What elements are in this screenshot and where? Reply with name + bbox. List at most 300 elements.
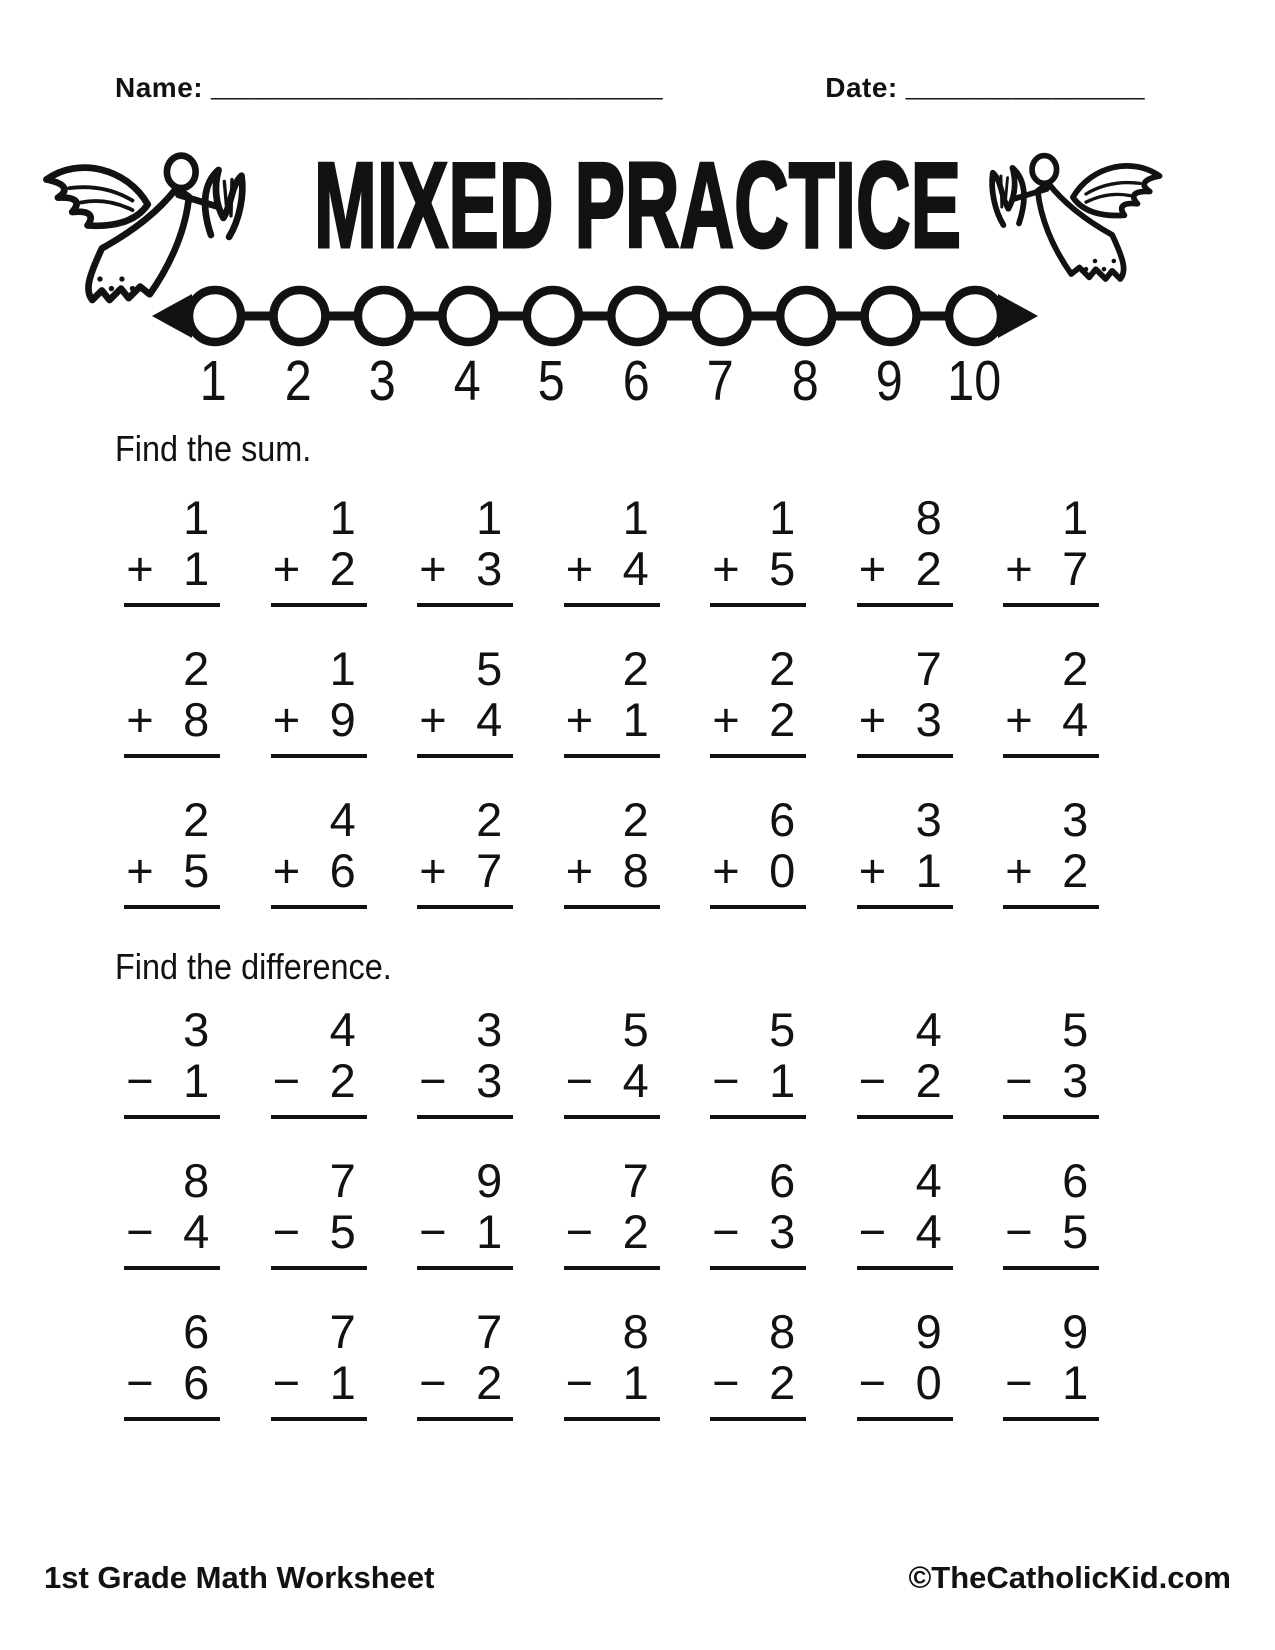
answer-line <box>710 905 806 909</box>
bottom-operand: 7 <box>476 844 503 897</box>
difference-problem <box>978 1306 1125 1421</box>
addition-grid <box>99 492 1179 945</box>
bottom-row <box>1003 694 1099 745</box>
difference-problem <box>246 1306 393 1421</box>
bottom-operand: 1 <box>915 844 942 897</box>
answer-line <box>124 1266 220 1270</box>
plus-operator: + <box>712 844 740 897</box>
answer-line <box>710 1115 806 1119</box>
plus-operator: + <box>126 693 154 746</box>
difference-problem <box>832 1004 979 1119</box>
sum-problem <box>99 794 246 909</box>
difference-instruction: Find the difference. <box>115 946 392 987</box>
answer-line <box>857 1266 953 1270</box>
top-operand: 7 <box>915 642 942 695</box>
top-operand: 8 <box>183 1154 210 1207</box>
plus-operator: + <box>1005 542 1033 595</box>
answer-line <box>710 1417 806 1421</box>
problem-body <box>857 1155 953 1270</box>
bottom-operand: 0 <box>769 844 796 897</box>
bottom-row <box>271 543 367 594</box>
sum-problem <box>832 643 979 758</box>
sum-problem <box>978 643 1125 758</box>
answer-line <box>417 1266 513 1270</box>
answer-line <box>857 1115 953 1119</box>
answer-line <box>271 1417 367 1421</box>
sum-problem <box>392 492 539 607</box>
problem-body <box>124 1004 220 1119</box>
top-operand: 5 <box>769 1003 796 1056</box>
problem-body <box>564 1004 660 1119</box>
bottom-operand: 5 <box>329 1205 356 1258</box>
minus-operator: − <box>272 1054 301 1107</box>
number-line-label: 9 <box>875 349 903 413</box>
problem-body <box>564 492 660 607</box>
problem-body <box>564 643 660 758</box>
top-operand: 3 <box>1062 793 1089 846</box>
sum-problem <box>978 492 1125 607</box>
bottom-row <box>1003 1357 1099 1408</box>
top-operand: 1 <box>622 491 649 544</box>
sum-problem <box>832 492 979 607</box>
top-operand: 1 <box>1062 491 1089 544</box>
problem-body <box>124 1306 220 1421</box>
sum-problem <box>978 794 1125 909</box>
bottom-operand: 3 <box>769 1205 796 1258</box>
footer-credit: ©TheCatholicKid.com <box>908 1560 1231 1595</box>
problem-body <box>710 794 806 909</box>
bottom-row <box>564 1357 660 1408</box>
minus-operator: − <box>126 1205 154 1258</box>
problem-body <box>857 492 953 607</box>
difference-problem <box>832 1306 979 1421</box>
minus-operator: − <box>565 1054 594 1107</box>
plus-operator: + <box>272 844 301 897</box>
bottom-operand: 8 <box>183 693 210 746</box>
top-operand: 4 <box>329 793 356 846</box>
top-operand: 9 <box>915 1305 942 1358</box>
bottom-operand: 4 <box>183 1205 210 1258</box>
bottom-row <box>124 694 220 745</box>
problem-body <box>1003 794 1099 909</box>
answer-line <box>124 1115 220 1119</box>
date-field <box>825 72 1145 104</box>
difference-problem <box>539 1155 686 1270</box>
bottom-row <box>564 1055 660 1106</box>
number-line-label: 8 <box>791 349 819 413</box>
sum-problem <box>392 794 539 909</box>
top-operand: 3 <box>476 1003 503 1056</box>
bottom-operand: 2 <box>476 1356 503 1409</box>
bottom-operand: 2 <box>1062 844 1089 897</box>
bottom-row <box>710 543 806 594</box>
top-operand: 8 <box>915 491 942 544</box>
bottom-row <box>564 1206 660 1257</box>
problem-body <box>857 794 953 909</box>
bottom-operand: 2 <box>329 542 356 595</box>
problem-row <box>99 492 1179 607</box>
bottom-row <box>710 694 806 745</box>
top-operand: 3 <box>915 793 942 846</box>
sum-problem <box>539 643 686 758</box>
number-line-numbers <box>150 349 1040 413</box>
answer-line <box>124 603 220 607</box>
answer-line <box>857 905 953 909</box>
answer-line <box>417 1115 513 1119</box>
bottom-operand: 3 <box>915 693 942 746</box>
top-operand: 1 <box>329 491 356 544</box>
answer-line <box>271 905 367 909</box>
bottom-row <box>564 543 660 594</box>
number-line-node <box>780 290 832 342</box>
name-line: __________________________________ <box>211 74 664 100</box>
bottom-row <box>710 845 806 896</box>
problem-row <box>99 1306 1179 1421</box>
bottom-row <box>857 1055 953 1106</box>
number-line-graphic <box>150 283 1040 349</box>
top-operand: 3 <box>183 1003 210 1056</box>
number-line-node <box>949 290 1001 342</box>
top-operand: 4 <box>915 1003 942 1056</box>
bottom-row <box>857 543 953 594</box>
bottom-operand: 2 <box>915 1054 942 1107</box>
bottom-row <box>710 1357 806 1408</box>
number-line-label: 10 <box>946 349 1001 413</box>
bottom-row <box>124 543 220 594</box>
minus-operator: − <box>858 1205 887 1258</box>
minus-operator: − <box>712 1205 740 1258</box>
problem-body <box>857 643 953 758</box>
sum-problem <box>392 643 539 758</box>
sum-instruction: Find the sum. <box>115 428 312 469</box>
problem-body <box>271 1306 367 1421</box>
bottom-row <box>564 845 660 896</box>
answer-line <box>417 1417 513 1421</box>
sum-problem <box>685 643 832 758</box>
bottom-operand: 7 <box>1062 542 1089 595</box>
plus-operator: + <box>565 844 594 897</box>
bottom-row <box>1003 543 1099 594</box>
bottom-row <box>1003 1055 1099 1106</box>
minus-operator: − <box>712 1356 740 1409</box>
plus-operator: + <box>858 844 887 897</box>
bottom-row <box>124 1206 220 1257</box>
top-operand: 1 <box>476 491 503 544</box>
problem-body <box>1003 1155 1099 1270</box>
top-operand: 7 <box>329 1305 356 1358</box>
bottom-operand: 2 <box>769 1356 796 1409</box>
subtraction-grid <box>99 1004 1179 1457</box>
top-operand: 9 <box>1062 1305 1089 1358</box>
minus-operator: − <box>419 1054 447 1107</box>
problem-body <box>1003 492 1099 607</box>
bottom-row <box>857 1357 953 1408</box>
number-line-label: 2 <box>284 349 312 413</box>
minus-operator: − <box>272 1356 301 1409</box>
number-line-label: 7 <box>706 349 734 413</box>
problem-body <box>1003 643 1099 758</box>
plus-operator: + <box>1005 693 1033 746</box>
number-line-label: 1 <box>199 349 227 413</box>
footer-worksheet-label: 1st Grade Math Worksheet <box>44 1560 435 1595</box>
problem-body <box>271 794 367 909</box>
difference-problem <box>99 1004 246 1119</box>
bottom-operand: 1 <box>769 1054 796 1107</box>
bottom-row <box>564 694 660 745</box>
answer-line <box>271 1266 367 1270</box>
bottom-row <box>857 694 953 745</box>
answer-line <box>564 1266 660 1270</box>
header-row <box>115 72 1145 104</box>
number-line-node <box>358 290 410 342</box>
difference-problem <box>685 1155 832 1270</box>
minus-operator: − <box>1005 1356 1033 1409</box>
minus-operator: − <box>858 1356 887 1409</box>
bottom-operand: 4 <box>476 693 503 746</box>
minus-operator: − <box>1005 1054 1033 1107</box>
minus-operator: − <box>565 1356 594 1409</box>
bottom-row <box>417 543 513 594</box>
answer-line <box>271 754 367 758</box>
top-operand: 1 <box>183 491 210 544</box>
sum-problem <box>539 492 686 607</box>
bottom-operand: 1 <box>183 1054 210 1107</box>
problem-body <box>271 1155 367 1270</box>
top-operand: 8 <box>769 1305 796 1358</box>
bottom-operand: 2 <box>915 542 942 595</box>
plus-operator: + <box>272 693 301 746</box>
problem-row <box>99 794 1179 909</box>
bottom-operand: 3 <box>476 1054 503 1107</box>
plus-operator: + <box>712 542 740 595</box>
difference-problem <box>539 1004 686 1119</box>
answer-line <box>417 754 513 758</box>
sum-problem <box>246 794 393 909</box>
top-operand: 5 <box>476 642 503 695</box>
angel-harp-icon-right <box>983 128 1171 300</box>
difference-problem <box>246 1004 393 1119</box>
bottom-row <box>1003 845 1099 896</box>
bottom-row <box>417 1357 513 1408</box>
bottom-row <box>857 1206 953 1257</box>
problem-body <box>564 1155 660 1270</box>
top-operand: 2 <box>1062 642 1089 695</box>
number-line <box>150 283 1040 413</box>
sum-problem <box>539 794 686 909</box>
top-operand: 1 <box>329 642 356 695</box>
problem-body <box>564 794 660 909</box>
plus-operator: + <box>419 844 447 897</box>
number-line-node <box>527 290 579 342</box>
top-operand: 9 <box>476 1154 503 1207</box>
problem-body <box>417 492 513 607</box>
problem-body <box>710 1155 806 1270</box>
problem-body <box>1003 1004 1099 1119</box>
problem-row <box>99 1155 1179 1270</box>
bottom-row <box>271 845 367 896</box>
problem-body <box>710 492 806 607</box>
plus-operator: + <box>858 693 887 746</box>
bottom-row <box>417 1206 513 1257</box>
bottom-operand: 1 <box>183 542 210 595</box>
plus-operator: + <box>858 542 887 595</box>
sum-problem <box>246 492 393 607</box>
problem-body <box>417 643 513 758</box>
top-operand: 2 <box>183 642 210 695</box>
page-title: MIXED PRACTICE <box>313 137 962 273</box>
minus-operator: − <box>712 1054 740 1107</box>
sum-problem <box>99 643 246 758</box>
problem-body <box>271 643 367 758</box>
number-line-node <box>696 290 748 342</box>
problem-body <box>564 1306 660 1421</box>
top-operand: 7 <box>476 1305 503 1358</box>
problem-body <box>417 1306 513 1421</box>
minus-operator: − <box>272 1205 301 1258</box>
answer-line <box>857 603 953 607</box>
bottom-operand: 9 <box>329 693 356 746</box>
answer-line <box>1003 754 1099 758</box>
bottom-row <box>124 1055 220 1106</box>
minus-operator: − <box>419 1356 447 1409</box>
plus-operator: + <box>1005 844 1033 897</box>
answer-line <box>564 905 660 909</box>
bottom-operand: 5 <box>769 542 796 595</box>
top-operand: 6 <box>769 793 796 846</box>
bottom-row <box>124 845 220 896</box>
bottom-operand: 0 <box>915 1356 942 1409</box>
difference-problem <box>246 1155 393 1270</box>
answer-line <box>417 603 513 607</box>
answer-line <box>710 603 806 607</box>
top-operand: 2 <box>622 793 649 846</box>
bottom-operand: 4 <box>1062 693 1089 746</box>
answer-line <box>271 603 367 607</box>
date-line: __________________ <box>905 74 1145 100</box>
bottom-row <box>417 845 513 896</box>
answer-line <box>271 1115 367 1119</box>
bottom-operand: 8 <box>622 844 649 897</box>
minus-operator: − <box>126 1054 154 1107</box>
number-line-label: 4 <box>453 349 481 413</box>
bottom-operand: 1 <box>476 1205 503 1258</box>
top-operand: 6 <box>769 1154 796 1207</box>
answer-line <box>710 754 806 758</box>
date-label: Date: <box>825 72 898 103</box>
top-operand: 4 <box>329 1003 356 1056</box>
bottom-operand: 6 <box>183 1356 210 1409</box>
number-line-node <box>865 290 917 342</box>
difference-problem <box>832 1155 979 1270</box>
top-operand: 8 <box>622 1305 649 1358</box>
bottom-row <box>271 1055 367 1106</box>
difference-problem <box>392 1306 539 1421</box>
answer-line <box>710 1266 806 1270</box>
top-operand: 7 <box>622 1154 649 1207</box>
sum-problem <box>685 794 832 909</box>
top-operand: 2 <box>476 793 503 846</box>
difference-problem <box>685 1004 832 1119</box>
number-line-label: 3 <box>368 349 396 413</box>
answer-line <box>1003 1266 1099 1270</box>
bottom-row <box>124 1357 220 1408</box>
name-label: Name: <box>115 72 204 103</box>
bottom-operand: 2 <box>622 1205 649 1258</box>
answer-line <box>857 754 953 758</box>
number-line-node <box>442 290 494 342</box>
answer-line <box>564 603 660 607</box>
footer <box>44 1560 1231 1596</box>
answer-line <box>124 754 220 758</box>
plus-operator: + <box>126 542 154 595</box>
answer-line <box>564 754 660 758</box>
bottom-operand: 4 <box>622 542 649 595</box>
bottom-operand: 1 <box>1062 1356 1089 1409</box>
number-line-node <box>273 290 325 342</box>
problem-body <box>710 1004 806 1119</box>
bottom-operand: 4 <box>915 1205 942 1258</box>
bottom-row <box>710 1055 806 1106</box>
top-operand: 5 <box>1062 1003 1089 1056</box>
difference-problem <box>685 1306 832 1421</box>
answer-line <box>564 1115 660 1119</box>
bottom-operand: 5 <box>183 844 210 897</box>
minus-operator: − <box>419 1205 447 1258</box>
problem-body <box>857 1004 953 1119</box>
plus-operator: + <box>126 844 154 897</box>
problem-body <box>417 1155 513 1270</box>
bottom-row <box>271 694 367 745</box>
sum-problem <box>99 492 246 607</box>
problem-body <box>271 1004 367 1119</box>
number-line-node <box>189 290 241 342</box>
top-operand: 7 <box>329 1154 356 1207</box>
difference-problem <box>99 1155 246 1270</box>
name-field <box>115 72 663 104</box>
bottom-operand: 4 <box>622 1054 649 1107</box>
minus-operator: − <box>126 1356 154 1409</box>
plus-operator: + <box>565 693 594 746</box>
bottom-operand: 5 <box>1062 1205 1089 1258</box>
top-operand: 2 <box>769 642 796 695</box>
bottom-operand: 1 <box>622 1356 649 1409</box>
minus-operator: − <box>565 1205 594 1258</box>
answer-line <box>564 1417 660 1421</box>
problem-body <box>124 643 220 758</box>
top-operand: 2 <box>622 642 649 695</box>
top-operand: 2 <box>183 793 210 846</box>
answer-line <box>417 905 513 909</box>
minus-operator: − <box>858 1054 887 1107</box>
problem-body <box>1003 1306 1099 1421</box>
bottom-operand: 2 <box>329 1054 356 1107</box>
bottom-operand: 1 <box>622 693 649 746</box>
sum-problem <box>832 794 979 909</box>
plus-operator: + <box>565 542 594 595</box>
bottom-row <box>710 1206 806 1257</box>
plus-operator: + <box>272 542 301 595</box>
problem-body <box>124 492 220 607</box>
problem-row <box>99 643 1179 758</box>
difference-problem <box>539 1306 686 1421</box>
bottom-operand: 3 <box>476 542 503 595</box>
top-operand: 1 <box>769 491 796 544</box>
bottom-operand: 3 <box>1062 1054 1089 1107</box>
answer-line <box>1003 1417 1099 1421</box>
answer-line <box>1003 1115 1099 1119</box>
answer-line <box>1003 603 1099 607</box>
bottom-operand: 1 <box>329 1356 356 1409</box>
